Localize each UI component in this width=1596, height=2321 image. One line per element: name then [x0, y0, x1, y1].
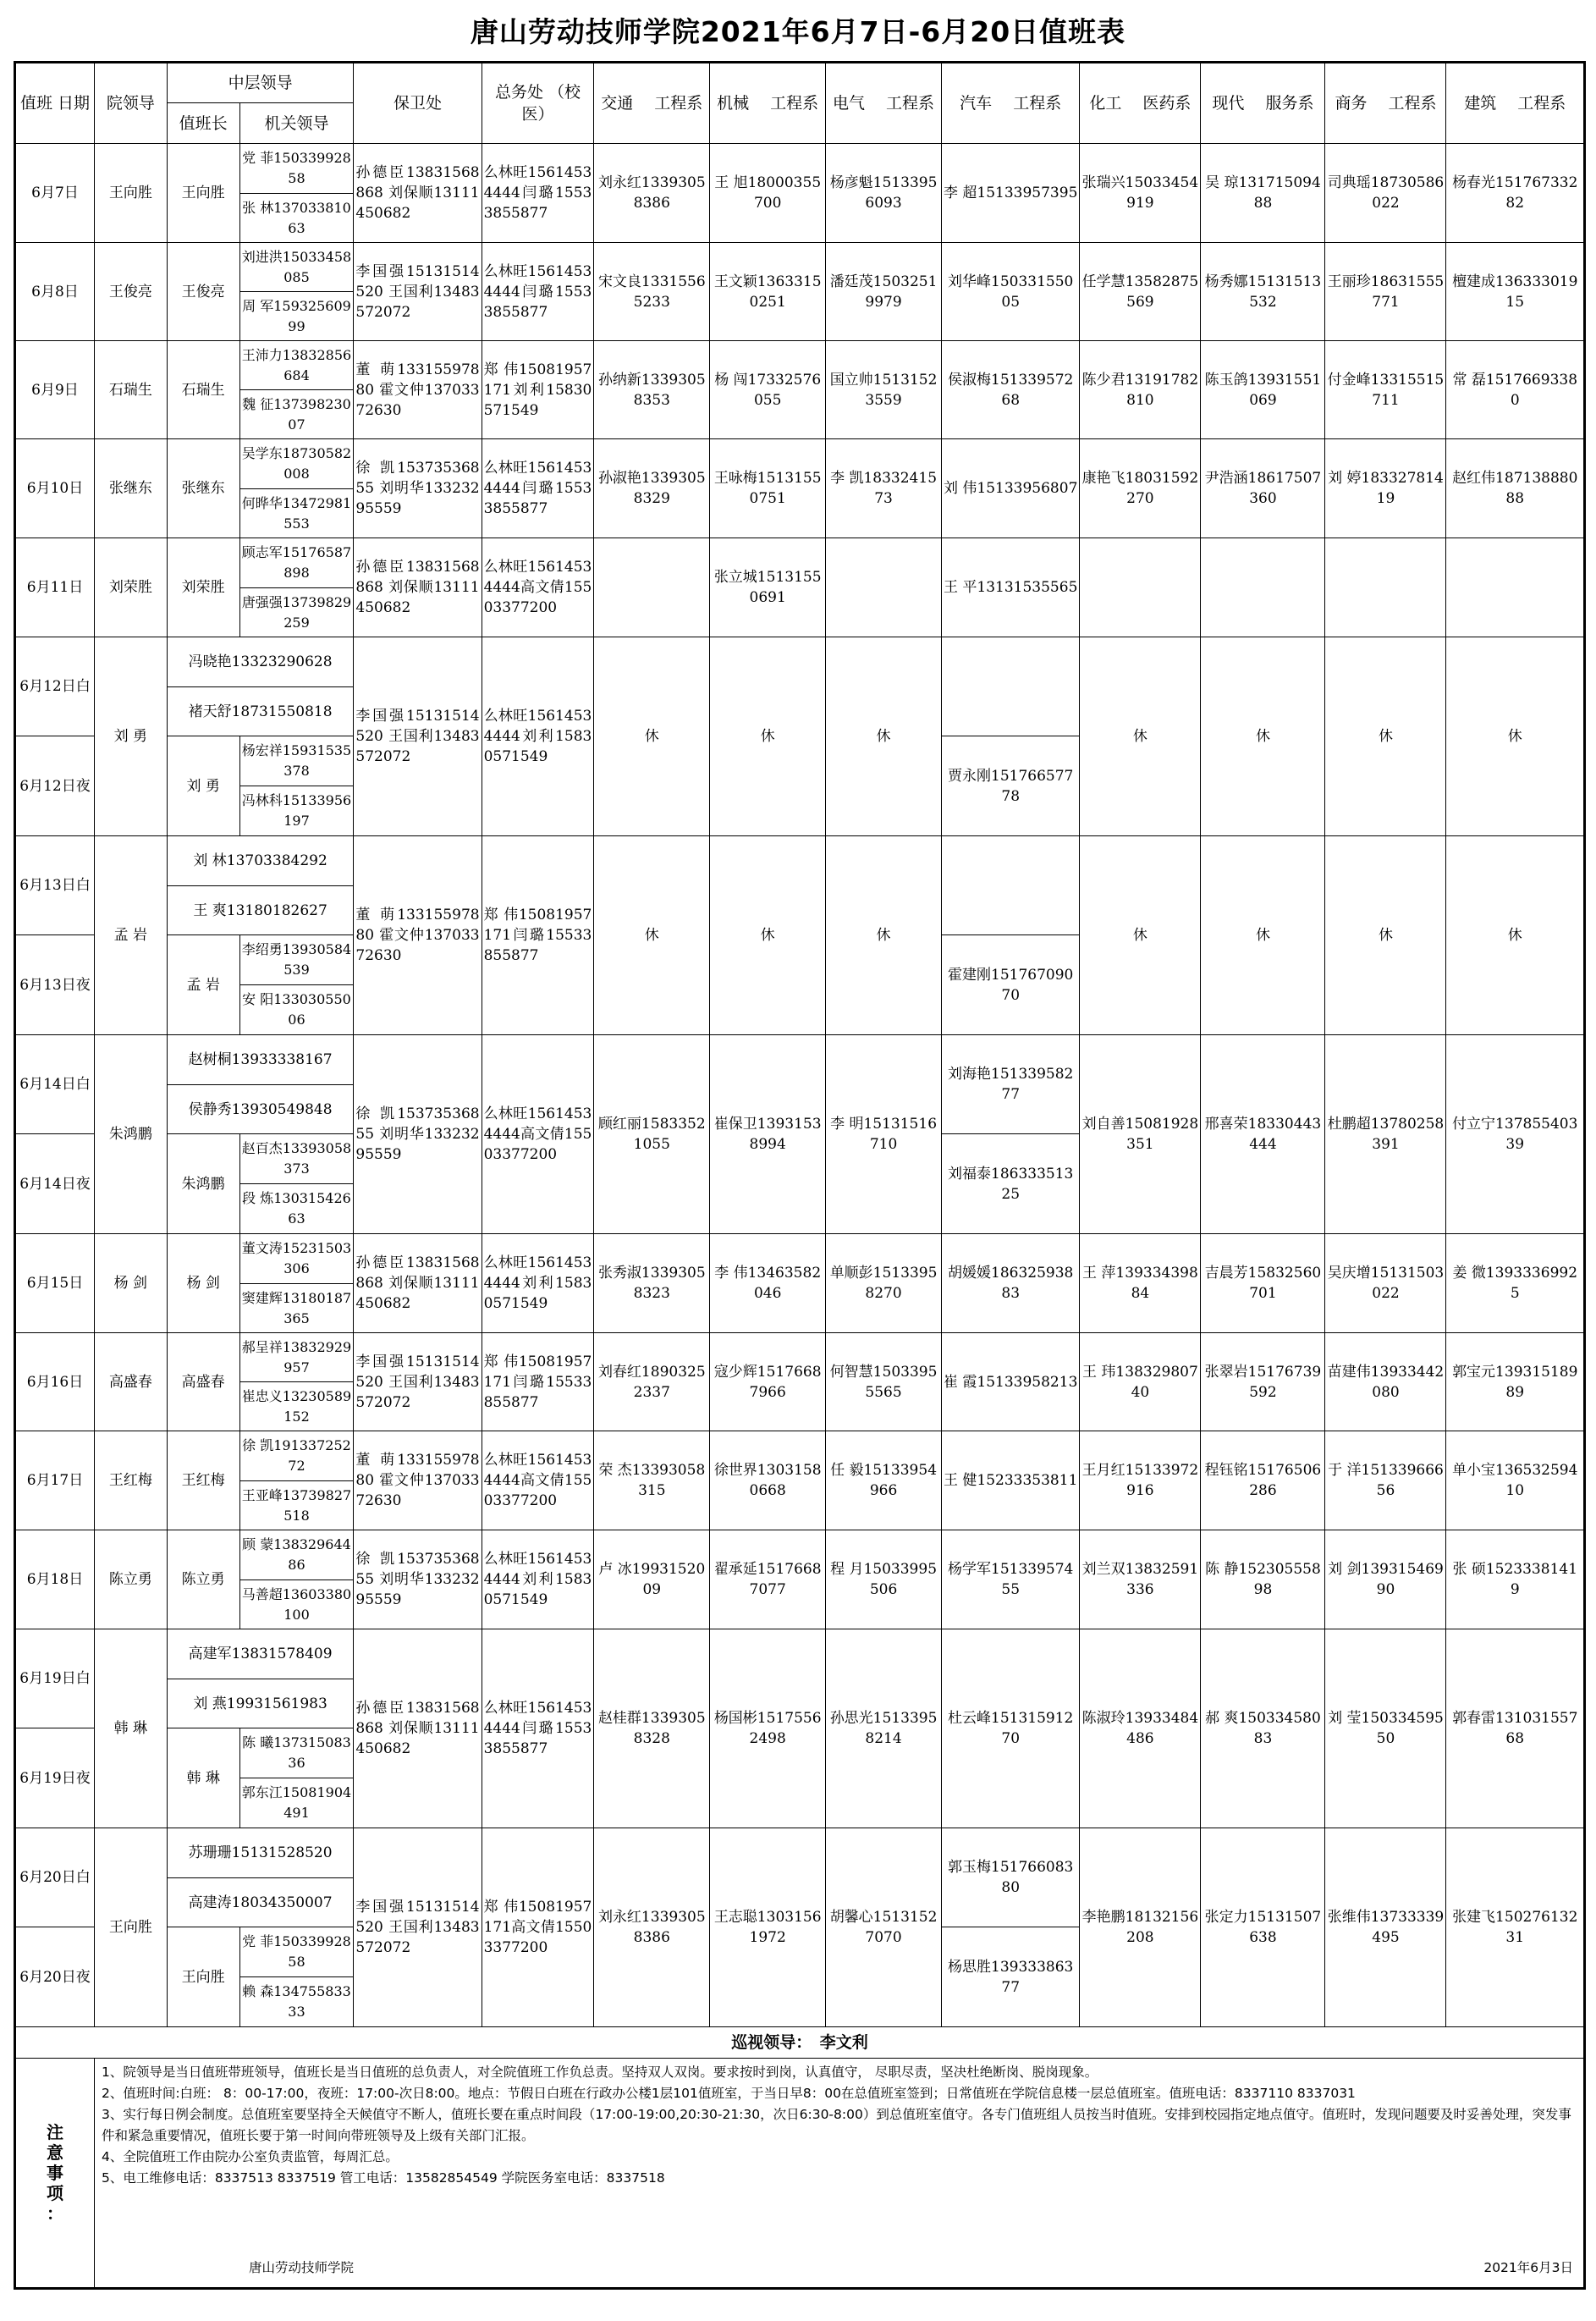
department-duty-t: 刘永红13393058386	[594, 1828, 710, 2027]
table-row	[15, 1333, 1585, 1382]
department-duty-k: 常 磊15176693380	[1446, 341, 1585, 439]
office-leader-1: 顾志军15176587898	[239, 538, 354, 588]
college-leader-name: 张继东	[94, 439, 167, 538]
header-security: 保卫处	[354, 63, 482, 144]
department-duty-s: 邢喜荣18330443444	[1201, 1035, 1325, 1234]
duty-date-day: 6月13日白	[15, 836, 95, 935]
shift-chief-name: 高盛春	[167, 1333, 239, 1431]
rest-chemical: 休	[1080, 836, 1201, 1035]
department-duty-m: 李 伟13463582046	[710, 1234, 826, 1333]
office-leader-1: 党 菲15033992858	[239, 144, 354, 194]
department-duty-t: 刘永红13393058386	[594, 144, 710, 243]
department-duty-t: 卢 冰1993152009	[594, 1530, 710, 1629]
college-leader-name: 王向胜	[94, 1828, 167, 2027]
duty-date-night: 6月20日夜	[15, 1927, 95, 2027]
office-leader-2: 段 炼13031542663	[239, 1184, 354, 1234]
duty-table	[14, 61, 1586, 2290]
office-leader-1: 徐 凯19133725272	[239, 1431, 354, 1481]
department-duty-m: 王志聪13031561972	[710, 1828, 826, 2027]
department-duty-s: 吉晨芳15832560701	[1201, 1234, 1325, 1333]
security-staff: 徐 凯15373536855 刘明华13323295559	[354, 1035, 482, 1234]
department-duty-s: 陈 静15230555898	[1201, 1530, 1325, 1629]
general-affairs-staff: 么林旺15614534444刘利15830571549	[482, 637, 594, 836]
department-duty-e: 单顺彭15133958270	[826, 1234, 942, 1333]
header-date: 值班 日期	[15, 63, 95, 144]
table-row	[15, 1629, 1585, 1679]
department-duty-b: 张维伟13733339495	[1325, 1828, 1446, 2027]
shift-chief-name: 张继东	[167, 439, 239, 538]
department-duty-m: 杨国彬15175562498	[710, 1629, 826, 1828]
department-duty-m: 徐世界13031580668	[710, 1431, 826, 1530]
duty-date: 6月8日	[15, 243, 95, 341]
day-shift-leader-1: 赵树桐13933338167	[167, 1035, 354, 1085]
day-shift-leader-1: 刘 林13703384292	[167, 836, 354, 886]
rest-construction: 休	[1446, 836, 1585, 1035]
department-duty-k: 郭宝元13931518989	[1446, 1333, 1585, 1431]
rest-modern-service: 休	[1201, 836, 1325, 1035]
department-duty-e: 杨彦魁15133956093	[826, 144, 942, 243]
security-staff: 董 萌13315597880 霍文仲13703372630	[354, 341, 482, 439]
day-shift-leader-2: 高建涛18034350007	[167, 1878, 354, 1927]
office-leader-2: 崔忠义13230589152	[239, 1382, 354, 1431]
automobile-day-duty: 郭玉梅15176608380	[941, 1828, 1079, 1927]
security-staff: 董 萌13315597880 霍文仲13703372630	[354, 1431, 482, 1530]
table-row	[15, 439, 1585, 489]
college-leader-name: 高盛春	[94, 1333, 167, 1431]
department-duty-b	[1325, 538, 1446, 637]
department-duty-e: 任 毅15133954966	[826, 1431, 942, 1530]
notes-item: 1、院领导是当日值班带班领导，值班长是当日值班的总负责人，对全院值班工作负总责。坚持双人双岗。要求按时到岗，认真值守， 尽职尽责，坚决杜绝断岗、脱岗现象。	[101, 2065, 1098, 2080]
day-shift-leader-2: 刘 燕19931561983	[167, 1679, 354, 1728]
department-duty-a: 侯淑梅15133957268	[941, 341, 1079, 439]
office-leader-1: 郝呈祥13832929957	[239, 1333, 354, 1382]
department-duty-a: 王 平13131535565	[941, 538, 1079, 637]
department-duty-b: 刘 莹15033459550	[1325, 1629, 1446, 1828]
department-duty-a: 王 健15233353811	[941, 1431, 1079, 1530]
department-duty-k: 姜 微13933369925	[1446, 1234, 1585, 1333]
day-shift-leader-1: 冯晓艳13323290628	[167, 637, 354, 687]
security-staff: 孙德臣13831568868 刘保顺13111450682	[354, 144, 482, 243]
department-duty-k: 付立宁13785540339	[1446, 1035, 1585, 1234]
college-leader-name: 陈立勇	[94, 1530, 167, 1629]
department-duty-t	[594, 538, 710, 637]
department-duty-c: 张瑞兴15033454919	[1080, 144, 1201, 243]
department-duty-b: 吴庆增15131503022	[1325, 1234, 1446, 1333]
department-duty-s: 张翠岩15176739592	[1201, 1333, 1325, 1431]
department-duty-c: 李艳鹏18132156208	[1080, 1828, 1201, 2027]
notes-heading-char: 意	[46, 2142, 63, 2163]
shift-chief-name: 王红梅	[167, 1431, 239, 1530]
general-affairs-staff: 郑 伟15081957171闫璐15533855877	[482, 836, 594, 1035]
department-duty-b: 刘 剑13931546990	[1325, 1530, 1446, 1629]
shift-chief-name: 王俊亮	[167, 243, 239, 341]
duty-date-day: 6月19日白	[15, 1629, 95, 1728]
department-duty-t: 孙淑艳13393058329	[594, 439, 710, 538]
college-leader-name: 刘荣胜	[94, 538, 167, 637]
office-leader-2: 窦建辉13180187365	[239, 1284, 354, 1333]
office-leader-2: 周 军15932560999	[239, 292, 354, 341]
department-duty-a: 杨学军15133957455	[941, 1530, 1079, 1629]
duty-date: 6月15日	[15, 1234, 95, 1333]
shift-chief-name: 刘荣胜	[167, 538, 239, 637]
department-duty-e: 国立帅15131523559	[826, 341, 942, 439]
header-general-affairs: 总务处 （校医）	[482, 63, 594, 144]
rest-mechanical: 休	[710, 637, 826, 836]
department-duty-k: 张建飞15027613231	[1446, 1828, 1585, 2027]
college-leader-name: 王向胜	[94, 144, 167, 243]
department-duty-t: 张秀淑13393058323	[594, 1234, 710, 1333]
department-duty-b: 付金峰13315515711	[1325, 341, 1446, 439]
automobile-night-duty: 霍建刚15176709070	[941, 935, 1079, 1035]
general-affairs-staff: 么林旺15614534444刘利15830571549	[482, 1234, 594, 1333]
duty-date: 6月17日	[15, 1431, 95, 1530]
department-duty-e	[826, 538, 942, 637]
shift-chief-name: 陈立勇	[167, 1530, 239, 1629]
duty-date-night: 6月13日夜	[15, 935, 95, 1035]
issue-date: 2021年6月3日	[1483, 2260, 1573, 2275]
department-duty-t: 宋文良13315565233	[594, 243, 710, 341]
department-duty-c: 王月红15133972916	[1080, 1431, 1201, 1530]
department-duty-e: 李 明15131516710	[826, 1035, 942, 1234]
shift-chief-name: 石瑞生	[167, 341, 239, 439]
office-leader-2: 赖 森13475583333	[239, 1977, 354, 2027]
department-duty-c: 王 玮13832980740	[1080, 1333, 1201, 1431]
department-duty-c	[1080, 538, 1201, 637]
department-duty-s: 杨秀娜15131513532	[1201, 243, 1325, 341]
notes-heading-char: 事	[46, 2163, 63, 2183]
department-duty-c: 刘兰双13832591336	[1080, 1530, 1201, 1629]
day-shift-leader-2: 侯静秀13930549848	[167, 1085, 354, 1134]
notes-heading-char: 注	[46, 2122, 63, 2142]
notes-body	[94, 2059, 1584, 2289]
header-transport: 交通 工程系	[594, 63, 710, 144]
notes-item: 3、实行每日例会制度。总值班室要坚持全天候值守不断人，值班长要在重点时间段（17:00-19:00,20:30-21:30，次日6:30-8:00）到总值班室值守。各专门值班组人员按当时值班。安排到校园指定地点值守。值班时，发现问题要及时妥善处理，突发事件和紧急重要情况，值班长要于第一时间向带班领导及上级有关部门汇报。	[101, 2107, 1571, 2143]
duty-date: 6月18日	[15, 1530, 95, 1629]
general-affairs-staff: 么林旺15614534444高文倩15503377200	[482, 538, 594, 637]
table-row	[15, 1234, 1585, 1284]
table-row	[15, 243, 1585, 292]
security-staff: 李国强15131514520 王国利13483572072	[354, 1333, 482, 1431]
department-duty-b: 苗建伟13933442080	[1325, 1333, 1446, 1431]
department-duty-k: 郭春雷13103155768	[1446, 1629, 1585, 1828]
header-chemical: 化工 医药系	[1080, 63, 1201, 144]
header-middle-leaders: 中层领导	[167, 63, 354, 103]
rest-electrical: 休	[826, 836, 942, 1035]
rest-construction: 休	[1446, 637, 1585, 836]
department-duty-m: 崔保卫13931538994	[710, 1035, 826, 1234]
rest-transport: 休	[594, 637, 710, 836]
general-affairs-staff: 郑 伟15081957171高文倩15503377200	[482, 1828, 594, 2027]
duty-date-day: 6月14日白	[15, 1035, 95, 1134]
duty-date: 6月16日	[15, 1333, 95, 1431]
office-leader-2: 王亚峰13739827518	[239, 1481, 354, 1530]
notes-heading-char: 项	[46, 2183, 63, 2203]
college-leader-name: 王红梅	[94, 1431, 167, 1530]
department-duty-e: 何智慧15033955565	[826, 1333, 942, 1431]
department-duty-s: 郝 爽15033458083	[1201, 1629, 1325, 1828]
department-duty-c: 陈少君13191782810	[1080, 341, 1201, 439]
notes-heading-char: ：	[46, 2203, 63, 2224]
department-duty-k: 赵红伟18713888088	[1446, 439, 1585, 538]
table-row	[15, 836, 1585, 886]
notes-item: 4、全院值班工作由院办公室负责监管，每周汇总。	[101, 2149, 399, 2164]
security-staff: 李国强15131514520 王国利13483572072	[354, 637, 482, 836]
office-leader-1: 李绍勇13930584539	[239, 935, 354, 985]
rest-business: 休	[1325, 637, 1446, 836]
department-duty-e: 潘廷茂15032519979	[826, 243, 942, 341]
rest-chemical: 休	[1080, 637, 1201, 836]
department-duty-b: 于 洋15133966656	[1325, 1431, 1446, 1530]
security-staff: 李国强15131514520 王国利13483572072	[354, 1828, 482, 2027]
office-leader-2: 唐强强13739829259	[239, 588, 354, 637]
header-electrical: 电气 工程系	[826, 63, 942, 144]
department-duty-k: 单小宝13653259410	[1446, 1431, 1585, 1530]
office-leader-1: 顾 蒙13832964486	[239, 1530, 354, 1580]
table-row	[15, 1530, 1585, 1580]
department-duty-s: 陈玉鸽13931551069	[1201, 341, 1325, 439]
security-staff: 徐 凯15373536855 刘明华13323295559	[354, 439, 482, 538]
department-duty-c: 陈淑玲13933484486	[1080, 1629, 1201, 1828]
day-shift-leader-2: 褚天舒18731550818	[167, 687, 354, 736]
duty-date: 6月9日	[15, 341, 95, 439]
header-mechanical: 机械 工程系	[710, 63, 826, 144]
college-leader-name: 刘 勇	[94, 637, 167, 836]
department-duty-m: 翟承延15176687077	[710, 1530, 826, 1629]
table-row	[15, 1431, 1585, 1481]
rest-mechanical: 休	[710, 836, 826, 1035]
notes-heading	[15, 2059, 95, 2289]
office-leader-1: 党 菲15033992858	[239, 1927, 354, 1977]
general-affairs-staff: 么林旺15614534444高文倩15503377200	[482, 1431, 594, 1530]
table-row	[15, 144, 1585, 194]
security-staff: 徐 凯15373536855 刘明华13323295559	[354, 1530, 482, 1629]
office-leader-2: 何晔华13472981553	[239, 489, 354, 538]
department-duty-c: 王 萍13933439884	[1080, 1234, 1201, 1333]
table-row	[15, 341, 1585, 390]
table-row	[15, 637, 1585, 687]
general-affairs-staff: 么林旺15614534444高文倩15503377200	[482, 1035, 594, 1234]
department-duty-k: 檀建成13633301915	[1446, 243, 1585, 341]
general-affairs-staff: 么林旺15614534444闫璐15533855877	[482, 144, 594, 243]
security-staff: 孙德臣13831568868 刘保顺13111450682	[354, 538, 482, 637]
department-duty-s: 张定力15131507638	[1201, 1828, 1325, 2027]
office-leader-2: 安 阳13303055006	[239, 985, 354, 1035]
shift-chief-name: 王向胜	[167, 144, 239, 243]
department-duty-a: 刘 伟15133956807	[941, 439, 1079, 538]
department-duty-e: 胡馨心15131527070	[826, 1828, 942, 2027]
college-leader-name: 杨 剑	[94, 1234, 167, 1333]
duty-date-day: 6月12日白	[15, 637, 95, 736]
general-affairs-staff: 郑 伟15081957171刘利15830571549	[482, 341, 594, 439]
department-duty-e: 孙思光15133958214	[826, 1629, 942, 1828]
duty-date-night: 6月14日夜	[15, 1134, 95, 1234]
automobile-night-duty: 刘福泰18633351325	[941, 1134, 1079, 1234]
shift-chief-name: 朱鸿鹏	[167, 1134, 239, 1234]
department-duty-c: 任学慧13582875569	[1080, 243, 1201, 341]
table-row	[15, 538, 1585, 588]
office-leader-1: 陈 曦13731508336	[239, 1728, 354, 1778]
department-duty-t: 赵桂群13393058328	[594, 1629, 710, 1828]
day-shift-leader-2: 王 爽13180182627	[167, 886, 354, 935]
rest-business: 休	[1325, 836, 1446, 1035]
department-duty-s: 尹浩涵18617507360	[1201, 439, 1325, 538]
header-construction: 建筑 工程系	[1446, 63, 1585, 144]
department-duty-m: 寇少辉15176687966	[710, 1333, 826, 1431]
table-row	[15, 1035, 1585, 1085]
department-duty-s: 程钰铭15176506286	[1201, 1431, 1325, 1530]
department-duty-a: 李 超15133957395	[941, 144, 1079, 243]
department-duty-m: 王咏梅15131550751	[710, 439, 826, 538]
page-title: 唐山劳动技师学院2021年6月7日-6月20日值班表	[470, 15, 1126, 48]
department-duty-a: 胡媛媛18632593883	[941, 1234, 1079, 1333]
general-affairs-staff: 郑 伟15081957171闫璐15533855877	[482, 1333, 594, 1431]
rest-electrical: 休	[826, 637, 942, 836]
office-leader-1: 董文涛15231503306	[239, 1234, 354, 1284]
duty-date-night: 6月12日夜	[15, 736, 95, 836]
department-duty-m: 王 旭18000355700	[710, 144, 826, 243]
duty-date: 6月10日	[15, 439, 95, 538]
automobile-night-duty: 贾永刚15176657778	[941, 736, 1079, 836]
header-business: 商务 工程系	[1325, 63, 1446, 144]
department-duty-a: 崔 霞15133958213	[941, 1333, 1079, 1431]
header-modern-service: 现代 服务系	[1201, 63, 1325, 144]
security-staff: 孙德臣13831568868 刘保顺13111450682	[354, 1234, 482, 1333]
department-duty-t: 孙纳新13393058353	[594, 341, 710, 439]
automobile-day-duty: 刘海艳15133958277	[941, 1035, 1079, 1134]
department-duty-k: 张 硕15233381419	[1446, 1530, 1585, 1629]
shift-chief-name: 杨 剑	[167, 1234, 239, 1333]
college-leader-name: 韩 琳	[94, 1629, 167, 1828]
rest-transport: 休	[594, 836, 710, 1035]
college-leader-name: 王俊亮	[94, 243, 167, 341]
general-affairs-staff: 么林旺15614534444闫璐15533855877	[482, 243, 594, 341]
security-staff: 董 萌13315597880 霍文仲13703372630	[354, 836, 482, 1035]
duty-date-day: 6月20日白	[15, 1828, 95, 1927]
day-shift-leader-1: 高建军13831578409	[167, 1629, 354, 1679]
college-leader-name: 石瑞生	[94, 341, 167, 439]
general-affairs-staff: 么林旺15614534444刘利15830571549	[482, 1530, 594, 1629]
shift-chief-name: 刘 勇	[167, 736, 239, 836]
department-duty-b: 王丽珍18631555771	[1325, 243, 1446, 341]
office-leader-1: 王沛力13832856684	[239, 341, 354, 390]
department-duty-k	[1446, 538, 1585, 637]
general-affairs-staff: 么林旺15614534444闫璐15533855877	[482, 1629, 594, 1828]
department-duty-b: 司典瑶18730586022	[1325, 144, 1446, 243]
header-office-leader: 机关领导	[239, 103, 354, 144]
department-duty-c: 康艳飞18031592270	[1080, 439, 1201, 538]
department-duty-e: 李 凯1833241573	[826, 439, 942, 538]
office-leader-1: 刘进洪15033458085	[239, 243, 354, 292]
department-duty-s	[1201, 538, 1325, 637]
table-row	[15, 1828, 1585, 1878]
office-leader-2: 魏 征13739823007	[239, 390, 354, 439]
department-duty-t: 刘春红18903252337	[594, 1333, 710, 1431]
header-automobile: 汽车 工程系	[941, 63, 1079, 144]
office-leader-2: 张 林13703381063	[239, 194, 354, 243]
shift-chief-name: 王向胜	[167, 1927, 239, 2027]
department-duty-b: 刘 婷18332781419	[1325, 439, 1446, 538]
college-leader-name: 孟 岩	[94, 836, 167, 1035]
college-leader-name: 朱鸿鹏	[94, 1035, 167, 1234]
department-duty-t: 荣 杰13393058315	[594, 1431, 710, 1530]
day-shift-leader-1: 苏珊珊15131528520	[167, 1828, 354, 1878]
patrol-leader: 巡视领导： 李文利	[15, 2027, 1585, 2059]
department-duty-m: 杨 闯17332576055	[710, 341, 826, 439]
office-leader-1: 赵百杰13393058373	[239, 1134, 354, 1184]
issuing-organization: 唐山劳动技师学院	[248, 2260, 354, 2275]
duty-date: 6月7日	[15, 144, 95, 243]
shift-chief-name: 孟 岩	[167, 935, 239, 1035]
department-duty-a: 杜云峰15131591270	[941, 1629, 1079, 1828]
header-college-leader: 院领导	[94, 63, 167, 144]
shift-chief-name: 韩 琳	[167, 1728, 239, 1828]
department-duty-a: 刘华峰15033155005	[941, 243, 1079, 341]
table-row	[15, 2059, 1585, 2289]
notes-item: 2、值班时间:白班： 8：00-17:00，夜班：17:00-次日8:00。地点：节假日白班在行政办公楼1层101值班室，于当日早8：00在总值班室签到；日常值班在学院信息楼一层总值班室。值班电话：8337110 8337031	[101, 2086, 1356, 2101]
duty-date: 6月11日	[15, 538, 95, 637]
table-row	[15, 2027, 1585, 2059]
department-duty-m: 王文颖13633150251	[710, 243, 826, 341]
header-row-1	[15, 63, 1585, 103]
office-leader-1: 吴学东18730582008	[239, 439, 354, 489]
automobile-day-empty	[941, 637, 1079, 736]
department-duty-s: 吴 琼13171509488	[1201, 144, 1325, 243]
automobile-night-duty: 杨思胜13933386377	[941, 1927, 1079, 2027]
office-leader-2: 郭东江15081904491	[239, 1778, 354, 1828]
office-leader-2: 冯林科15133956197	[239, 786, 354, 836]
rest-modern-service: 休	[1201, 637, 1325, 836]
security-staff: 孙德臣13831568868 刘保顺13111450682	[354, 1629, 482, 1828]
duty-date-night: 6月19日夜	[15, 1728, 95, 1828]
notes-item: 5、电工维修电话：8337513 8337519 管工电话：13582854549 学院医务室电话：8337518	[101, 2170, 665, 2186]
department-duty-t: 顾红丽15833521055	[594, 1035, 710, 1234]
department-duty-b: 杜鹏超13780258391	[1325, 1035, 1446, 1234]
security-staff: 李国强15131514520 王国利13483572072	[354, 243, 482, 341]
header-shift-chief: 值班长	[167, 103, 239, 144]
department-duty-c: 刘自善15081928351	[1080, 1035, 1201, 1234]
department-duty-m: 张立城15131550691	[710, 538, 826, 637]
office-leader-1: 杨宏祥15931535378	[239, 736, 354, 786]
department-duty-k: 杨春光15176733282	[1446, 144, 1585, 243]
office-leader-2: 马善超13603380100	[239, 1580, 354, 1629]
automobile-day-empty	[941, 836, 1079, 935]
general-affairs-staff: 么林旺15614534444闫璐15533855877	[482, 439, 594, 538]
department-duty-e: 程 月15033995506	[826, 1530, 942, 1629]
